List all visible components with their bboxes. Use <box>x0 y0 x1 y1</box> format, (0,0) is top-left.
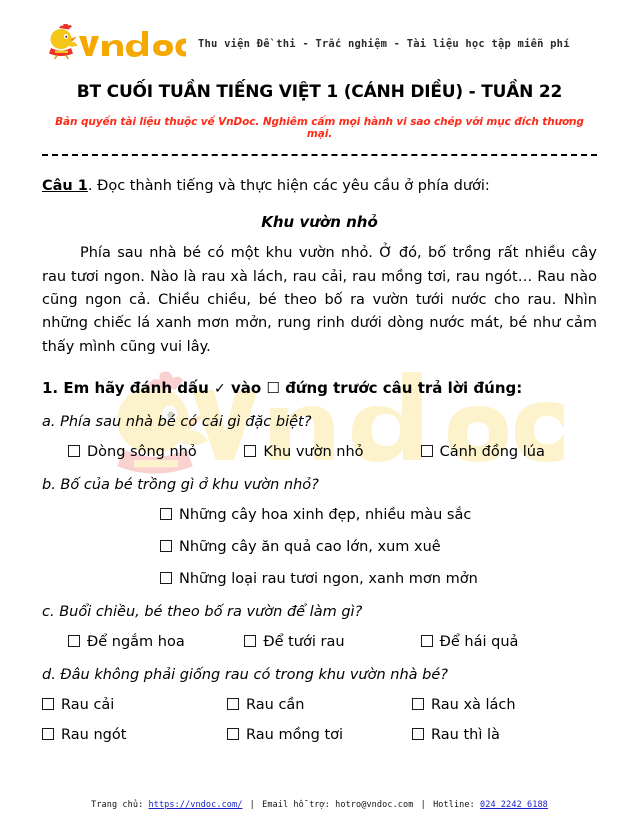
option-d-2-label: Rau cần <box>246 697 305 714</box>
option-c-1[interactable] <box>68 634 244 650</box>
question-1-prompt <box>42 176 597 197</box>
option-c-3[interactable] <box>421 634 597 650</box>
vndoc-logo <box>44 24 186 64</box>
footer-email-value[interactable]: hotro@vndoc.com <box>335 800 414 810</box>
option-a-1-label: Dòng sông nhỏ <box>87 444 197 461</box>
sub-question-c-options <box>42 634 597 650</box>
checkbox-icon[interactable] <box>68 445 80 457</box>
checkbox-icon[interactable] <box>68 635 80 647</box>
vndoc-logo-icon <box>44 24 186 64</box>
checkbox-icon: ☐ <box>266 379 280 398</box>
footer-separator-1: | <box>244 800 261 810</box>
sub-question-d-options-row1 <box>42 697 597 713</box>
option-a-2[interactable] <box>244 444 420 460</box>
sub-question-a-options <box>42 444 597 460</box>
option-d-5[interactable] <box>227 727 412 743</box>
option-b-2-label: Những cây ăn quả cao lớn, xum xuê <box>179 539 441 556</box>
checkbox-icon[interactable] <box>421 635 433 647</box>
checkbox-icon[interactable] <box>227 698 239 710</box>
checkbox-icon[interactable] <box>421 445 433 457</box>
checkbox-icon[interactable] <box>42 728 54 740</box>
option-d-4-label: Rau ngót <box>61 727 127 744</box>
checkbox-icon[interactable] <box>42 698 54 710</box>
checkbox-icon[interactable] <box>160 572 172 584</box>
footer-hotline-value[interactable]: 024 2242 6188 <box>480 800 548 810</box>
checkbox-icon[interactable] <box>244 445 256 457</box>
option-d-5-label: Rau mồng tơi <box>246 727 344 744</box>
question-1-label: Câu 1 <box>42 178 88 194</box>
footer-separator-2: | <box>415 800 432 810</box>
sub-question-b-options <box>42 507 597 587</box>
checkbox-icon[interactable] <box>412 728 424 740</box>
option-d-6-label: Rau thì là <box>431 727 500 744</box>
option-d-4[interactable] <box>42 727 227 743</box>
checkbox-icon[interactable] <box>412 698 424 710</box>
option-c-2-label: Để tưới rau <box>263 634 345 651</box>
page-footer <box>0 800 639 810</box>
option-a-1[interactable] <box>68 444 244 460</box>
sub-question-b-prompt: b. Bố của bé trồng gì ở khu vườn nhỏ? <box>42 477 319 494</box>
sub-question-c-prompt: c. Buổi chiều, bé theo bố ra vườn để làm gì? <box>42 604 363 621</box>
option-d-1[interactable] <box>42 697 227 713</box>
sub-question-d-options-row2 <box>42 727 597 743</box>
option-d-2[interactable] <box>227 697 412 713</box>
section-divider <box>42 154 597 156</box>
check-mark-icon: ✓ <box>214 381 226 398</box>
option-c-2[interactable] <box>244 634 420 650</box>
option-c-1-label: Để ngắm hoa <box>87 634 185 651</box>
option-d-3[interactable] <box>412 697 597 713</box>
sub-question-d-prompt: d. Đâu không phải giống rau có trong khu vườn nhà bé? <box>42 667 448 684</box>
option-a-2-label: Khu vườn nhỏ <box>263 444 364 461</box>
copyright-notice: Bản quyền tài liệu thuộc về VnDoc. Nghiêm cấm mọi hành vi sao chép với mục đích thương mại. <box>55 116 584 140</box>
option-a-3-label: Cánh đồng lúa <box>439 444 545 461</box>
document-body <box>42 176 597 743</box>
sub-question-a-prompt: a. Phía sau nhà bé có cái gì đặc biệt? <box>42 414 312 431</box>
option-b-3-label: Những loại rau tươi ngon, xanh mơn mởn <box>179 571 478 588</box>
option-d-3-label: Rau xà lách <box>431 697 516 714</box>
footer-hotline-label: Hotline: <box>433 800 481 810</box>
site-tagline: Thu viện Đề thi - Trắc nghiệm - Tài liệu học tập miễn phí <box>198 38 570 50</box>
checkbox-icon[interactable] <box>160 540 172 552</box>
checkbox-icon[interactable] <box>244 635 256 647</box>
option-d-6[interactable] <box>412 727 597 743</box>
footer-home-label: Trang chủ: <box>91 800 149 810</box>
option-b-1-label: Những cây hoa xinh đẹp, nhiều màu sắc <box>179 507 472 524</box>
exercise-1-heading-part3: đứng trước câu trả lời đúng: <box>279 379 523 398</box>
exercise-1-heading-part1: 1. Em hãy đánh dấu <box>42 379 214 398</box>
checkbox-icon[interactable] <box>227 728 239 740</box>
option-b-2[interactable] <box>160 539 597 555</box>
footer-email-label: Email hỗ trợ: <box>262 800 336 810</box>
checkbox-icon[interactable] <box>160 508 172 520</box>
exercise-1-heading <box>42 379 597 397</box>
option-d-1-label: Rau cải <box>61 697 115 714</box>
option-b-1[interactable] <box>160 507 597 523</box>
option-c-3-label: Để hái quả <box>439 634 519 651</box>
story-paragraph: Phía sau nhà bé có một khu vườn nhỏ. Ở đó, bố trồng rất nhiều cây rau tươi ngon. Nào là rau xà lách, rau cải, rau mồng tơi, rau ngót… Rau nào cũng ngon cả. Chiều chiều, bé theo bố ra vườn tưới nước cho rau. Nhìn những chiếc lá xanh mơn mởn, rung rinh dưới dòng nước mát, bé như cảm thấy mình cũng vui lây. <box>42 245 597 355</box>
footer-home-link[interactable]: https://vndoc.com/ <box>148 800 243 810</box>
option-b-3[interactable] <box>160 571 597 587</box>
question-1-text: . Đọc thành tiếng và thực hiện các yêu cầu ở phía dưới: <box>87 178 490 194</box>
exercise-1-heading-part2: vào <box>225 379 267 398</box>
page-title: BT CUỐI TUẦN TIẾNG VIỆT 1 (CÁNH DIỀU) - TUẦN 22 <box>76 82 563 102</box>
option-a-3[interactable] <box>421 444 597 460</box>
document-header <box>42 0 597 70</box>
story-title: Khu vườn nhỏ <box>261 213 378 232</box>
